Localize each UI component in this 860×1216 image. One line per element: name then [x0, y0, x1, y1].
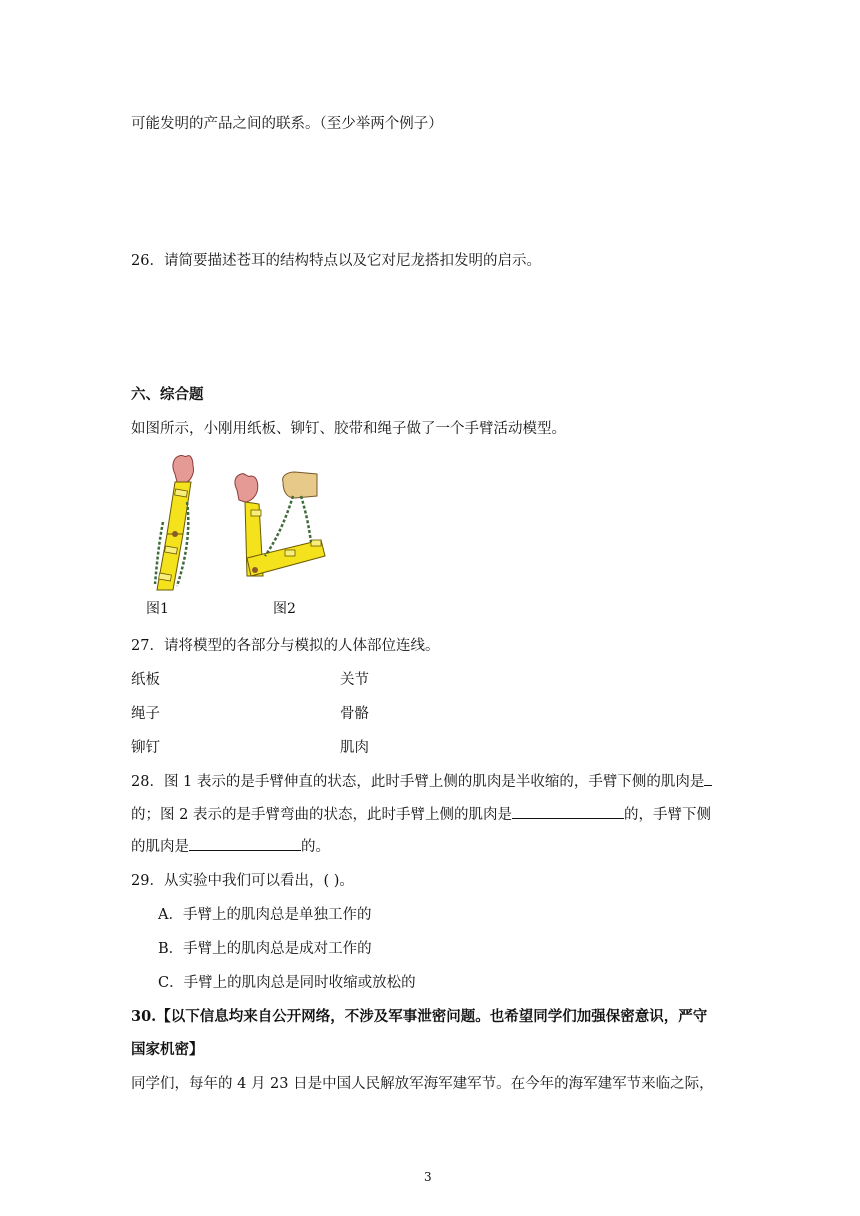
question-30-text: 30.【以下信息均来自公开网络，不涉及军事泄密问题。也希望同学们加强保密意识，严守 — [131, 1008, 708, 1025]
comprehensive-intro: 如图所示，小刚用纸板、铆钉、胶带和绳子做了一个手臂活动模型。 — [131, 421, 566, 437]
matching-right-item: 骨骼 — [340, 706, 369, 722]
matching-right-item: 关节 — [340, 672, 369, 688]
figure-1-straight-arm — [155, 455, 194, 590]
figure-1-caption: 图1 — [146, 601, 169, 617]
matching-left-item: 纸板 — [131, 672, 160, 688]
page-number: 3 — [424, 1170, 432, 1184]
answer-blank[interactable] — [704, 770, 712, 786]
option-a[interactable]: A．手臂上的肌肉总是单独工作的 — [158, 907, 372, 923]
option-b[interactable]: B．手臂上的肌肉总是成对工作的 — [158, 941, 372, 957]
question-28-text: 28．图 1 表示的是手臂伸直的状态，此时手臂上侧的肌肉是半收缩的，手臂下侧的肌肉是 — [131, 774, 705, 790]
figure-2-bent-arm — [235, 472, 325, 576]
question-29: 29．从实验中我们可以看出，( )。 — [131, 873, 354, 889]
question-28-line-3 — [131, 835, 330, 856]
section-heading-comprehensive: 六、综合题 — [131, 386, 204, 403]
question-27: 27．请将模型的各部分与模拟的人体部位连线。 — [131, 638, 440, 654]
question-26: 26．请简要描述苍耳的结构特点以及它对尼龙搭扣发明的启示。 — [131, 253, 541, 269]
question-28-text: 的。 — [301, 839, 330, 855]
matching-row — [131, 702, 369, 723]
option-c[interactable]: C．手臂上的肌肉总是同时收缩或放松的 — [158, 975, 416, 991]
question-28-text: 的；图 2 表示的是手臂弯曲的状态，此时手臂上侧的肌肉是 — [131, 807, 512, 823]
matching-left-item: 绳子 — [131, 706, 160, 722]
question-28-line-2 — [131, 803, 711, 824]
arm-model-figures — [135, 452, 335, 620]
matching-row — [131, 736, 369, 757]
matching-left-item: 铆钉 — [131, 740, 160, 756]
arm-model-illustration — [135, 452, 335, 597]
question-30-line-2: 国家机密】 — [131, 1041, 204, 1058]
matching-row — [131, 668, 369, 689]
matching-right-item: 肌肉 — [340, 740, 369, 756]
answer-blank[interactable] — [189, 835, 301, 851]
question-30-line-3: 同学们，每年的 4 月 23 日是中国人民解放军海军建军节。在今年的海军建军节来临之际， — [131, 1076, 714, 1092]
answer-blank[interactable] — [512, 803, 624, 819]
question-28-text: 的肌肉是 — [131, 839, 189, 855]
question-28-line-1 — [131, 770, 712, 791]
question-30-line-1 — [131, 1005, 707, 1026]
figure-2-caption: 图2 — [273, 601, 296, 617]
question-25-continuation: 可能发明的产品之间的联系。（至少举两个例子） — [131, 116, 443, 132]
question-28-text: 的，手臂下侧 — [623, 807, 711, 823]
